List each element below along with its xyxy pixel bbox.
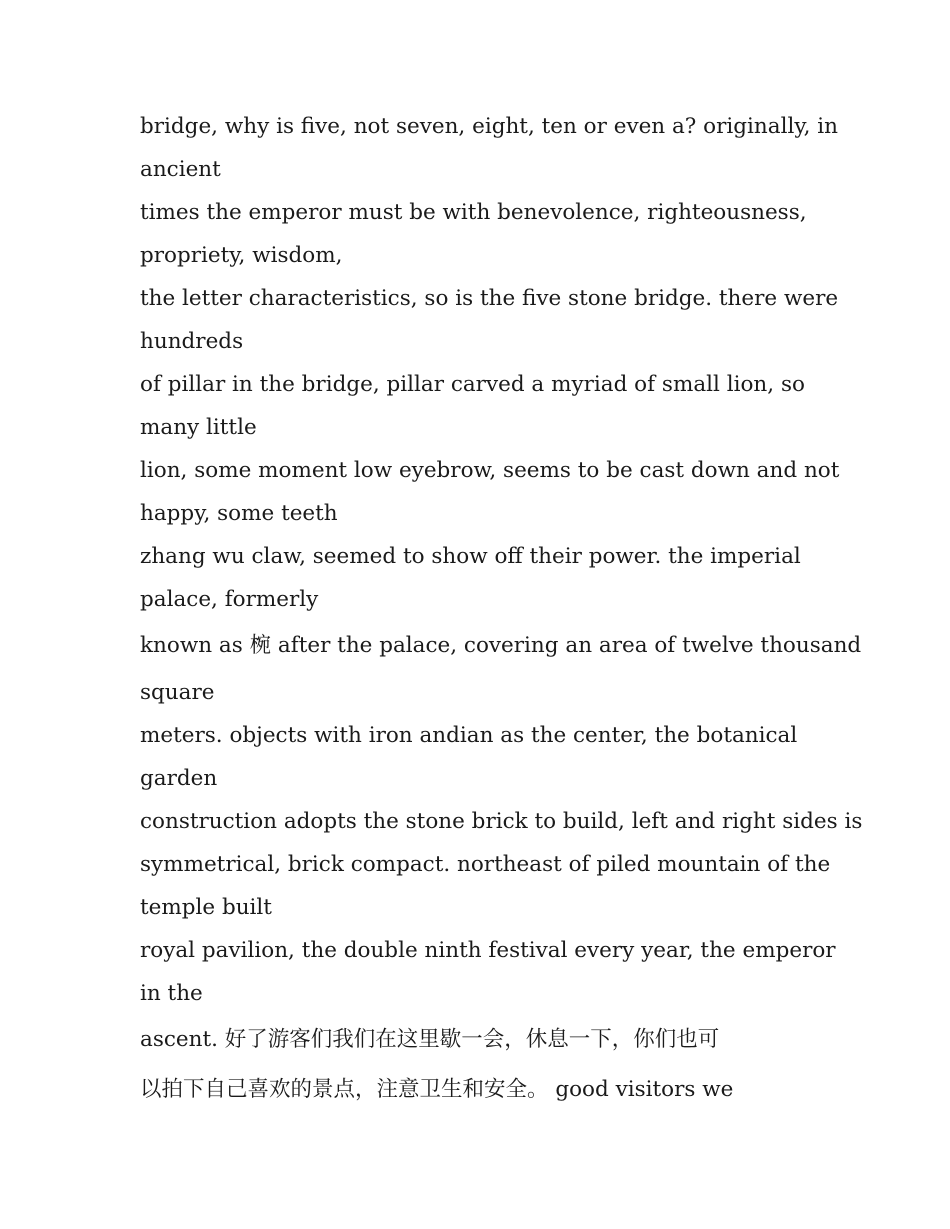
text-line: the letter characteristics, so is the five stone bridge. there were (140, 286, 839, 311)
text-line: times the emperor must be with benevolence, righteousness, (140, 200, 807, 225)
text-line: garden (140, 766, 218, 791)
body-text (140, 105, 863, 1115)
text-line: ascent. 好了游客们我们在这里歇一会，休息一下，你们也可 (140, 1027, 720, 1052)
text-line: palace, formerly (140, 587, 319, 612)
text-line: lion, some moment low eyebrow, seems to be cast down and not (140, 458, 840, 483)
text-line: construction adopts the stone brick to build, left and right sides is (140, 809, 863, 834)
text-line: of pillar in the bridge, pillar carved a myriad of small lion, so (140, 372, 805, 397)
text-line: propriety, wisdom, (140, 243, 343, 268)
text-line: square (140, 680, 215, 705)
text-line: in the (140, 981, 203, 1006)
text-line: many little (140, 415, 257, 440)
text-line: symmetrical, brick compact. northeast of piled mountain of the (140, 852, 831, 877)
text-line: known as 椀 after the palace, covering an area of twelve thousand (140, 633, 862, 658)
text-line: meters. objects with iron andian as the center, the botanical (140, 723, 798, 748)
text-line: hundreds (140, 329, 244, 354)
text-line: ancient (140, 157, 221, 182)
text-line: royal pavilion, the double ninth festival every year, the emperor (140, 938, 836, 963)
text-line: temple built (140, 895, 272, 920)
text-line: zhang wu claw, seemed to show off their power. the imperial (140, 544, 801, 569)
text-line: 以拍下自己喜欢的景点，注意卫生和安全。 good visitors we (140, 1077, 734, 1102)
text-line: happy, some teeth (140, 501, 338, 526)
text-line: bridge, why is five, not seven, eight, ten or even a? originally, in (140, 114, 839, 139)
